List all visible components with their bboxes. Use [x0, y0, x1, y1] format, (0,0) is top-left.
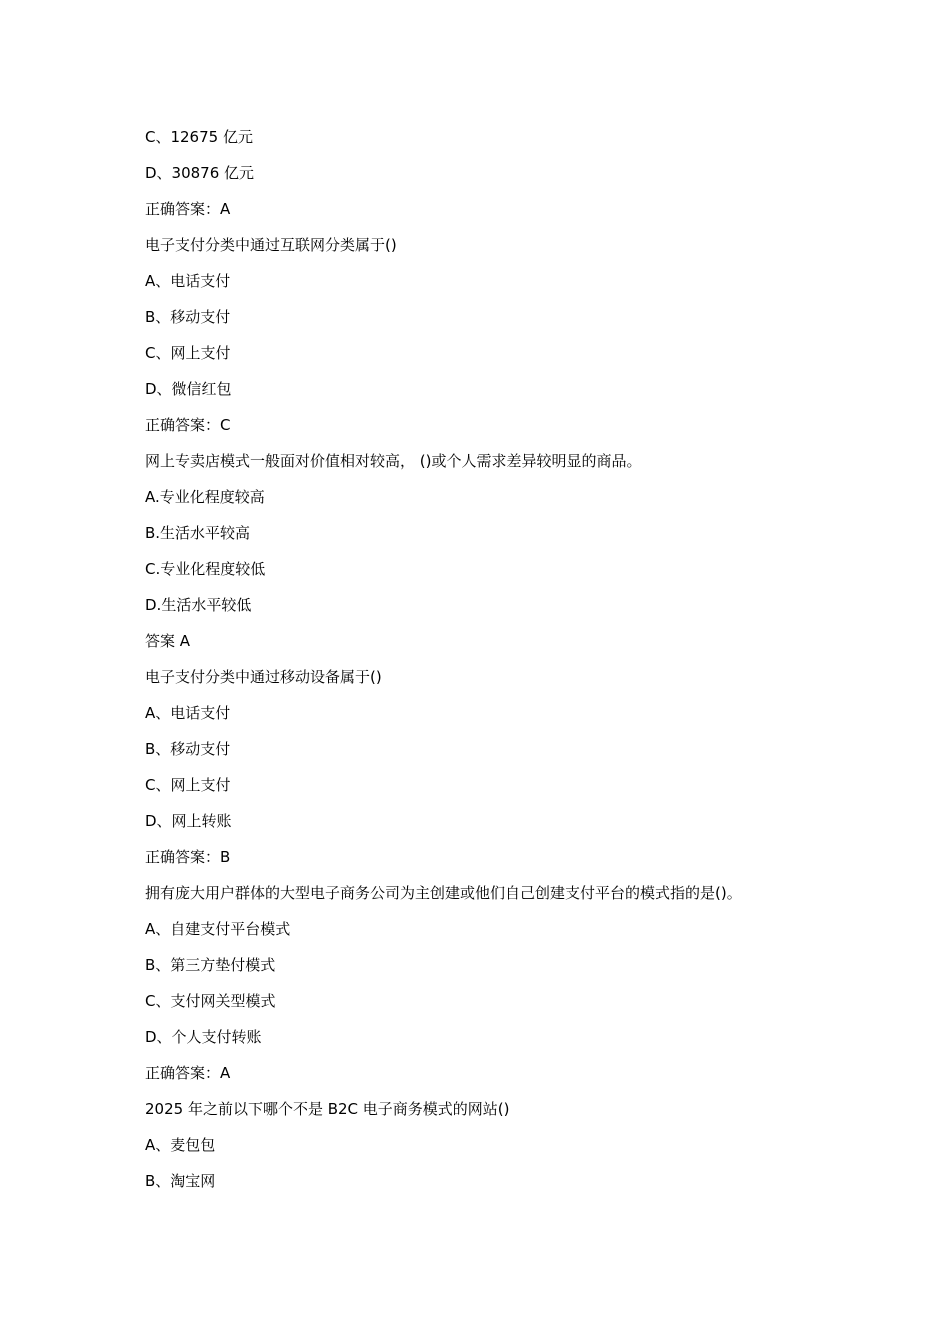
option-d-line: D、网上转账: [145, 812, 232, 830]
answer-line: 正确答案：C: [145, 416, 231, 434]
answer-line: 答案 A: [145, 632, 191, 650]
option-d-line: D.生活水平较低: [145, 596, 252, 614]
answer-line: 正确答案：B: [145, 848, 231, 866]
option-c-line: C、网上支付: [145, 776, 231, 794]
option-b-line: B、移动支付: [145, 740, 231, 758]
question-line: 电子支付分类中通过互联网分类属于(): [145, 236, 397, 254]
option-c-line: C.专业化程度较低: [145, 560, 266, 578]
option-a-line: A、麦包包: [145, 1136, 216, 1154]
question-line: 网上专卖店模式一般面对价值相对较高， ()或个人需求差异较明显的商品。: [145, 452, 642, 470]
option-d-line: D、个人支付转账: [145, 1028, 262, 1046]
answer-line: 正确答案：A: [145, 200, 231, 218]
question-line: 拥有庞大用户群体的大型电子商务公司为主创建或他们自己创建支付平台的模式指的是()。: [145, 884, 742, 902]
answer-line: 正确答案：A: [145, 1064, 231, 1082]
option-c-line: C、支付网关型模式: [145, 992, 276, 1010]
option-a-line: A、自建支付平台模式: [145, 920, 291, 938]
option-c-line: C、12675 亿元: [145, 128, 253, 146]
document-body: [145, 125, 925, 1205]
question-line: 2025 年之前以下哪个不是 B2C 电子商务模式的网站(): [145, 1100, 510, 1118]
option-d-line: D、微信红包: [145, 380, 232, 398]
option-b-line: B.生活水平较高: [145, 524, 251, 542]
option-c-line: C、网上支付: [145, 344, 231, 362]
option-b-line: B、第三方垫付模式: [145, 956, 276, 974]
option-a-line: A、电话支付: [145, 704, 231, 722]
option-b-line: B、移动支付: [145, 308, 231, 326]
option-d-line: D、30876 亿元: [145, 164, 255, 182]
option-b-line: B、淘宝网: [145, 1172, 216, 1190]
option-a-line: A、电话支付: [145, 272, 231, 290]
question-line: 电子支付分类中通过移动设备属于(): [145, 668, 382, 686]
option-a-line: A.专业化程度较高: [145, 488, 265, 506]
